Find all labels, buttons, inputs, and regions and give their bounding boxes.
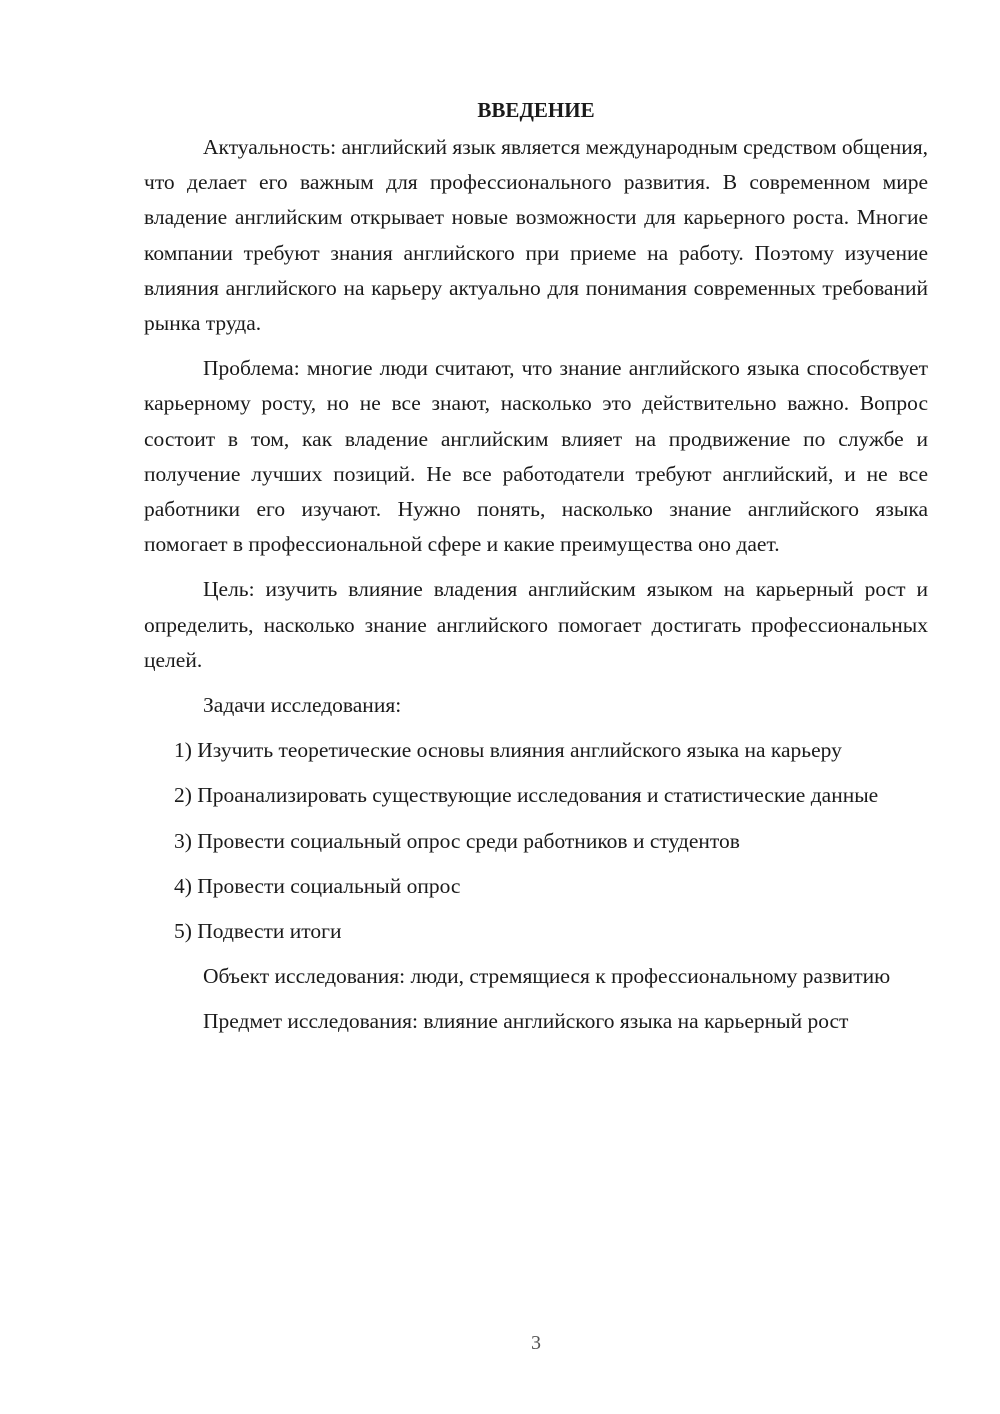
relevance-paragraph: Актуальность: английский язык является международным средством общения, что делает его важным для профессионального развития. В современном мире владение английским открывает новые возможности для карьерного роста. Многие компании требуют знания английского при приеме на работу. Поэтому изучение влияния английского на карьеру актуально для понимания современных требований рынка труда. [144,135,928,336]
tasks-heading: Задачи исследования: [203,693,402,718]
tasks-list [144,733,928,949]
goal-paragraph: Цель: изучить влияние владения английским языком на карьерный рост и определить, насколько знание английского помогает достигать профессиональных целей. [144,577,928,672]
list-item: 3) Провести социальный опрос среди работников и студентов [174,828,740,853]
list-item: 1) Изучить теоретические основы влияния английского языка на карьеру [174,738,842,763]
document-page [144,92,928,1050]
list-item: 2) Проанализировать существующие исследования и статистические данные [174,783,879,808]
list-item: 4) Провести социальный опрос [174,873,461,898]
section-title: ВВЕДЕНИЕ [477,98,595,122]
list-item: 5) Подвести итоги [174,919,342,944]
page-number: 3 [531,1332,541,1354]
subject-paragraph: Предмет исследования: влияние английского языка на карьерный рост [203,1009,849,1034]
object-paragraph: Объект исследования: люди, стремящиеся к профессиональному развитию [203,964,891,989]
problem-paragraph: Проблема: многие люди считают, что знание английского языка способствует карьерному росту, но не все знают, насколько это действительно важно. Вопрос состоит в том, как владение английским влияет на продвижение по службе и получение лучших позиций. Не все работодатели требуют английский, и не все работники его изучают. Нужно понять, насколько знание английского языка помогает в профессиональной сфере и какие преимущества оно дает. [144,356,928,557]
